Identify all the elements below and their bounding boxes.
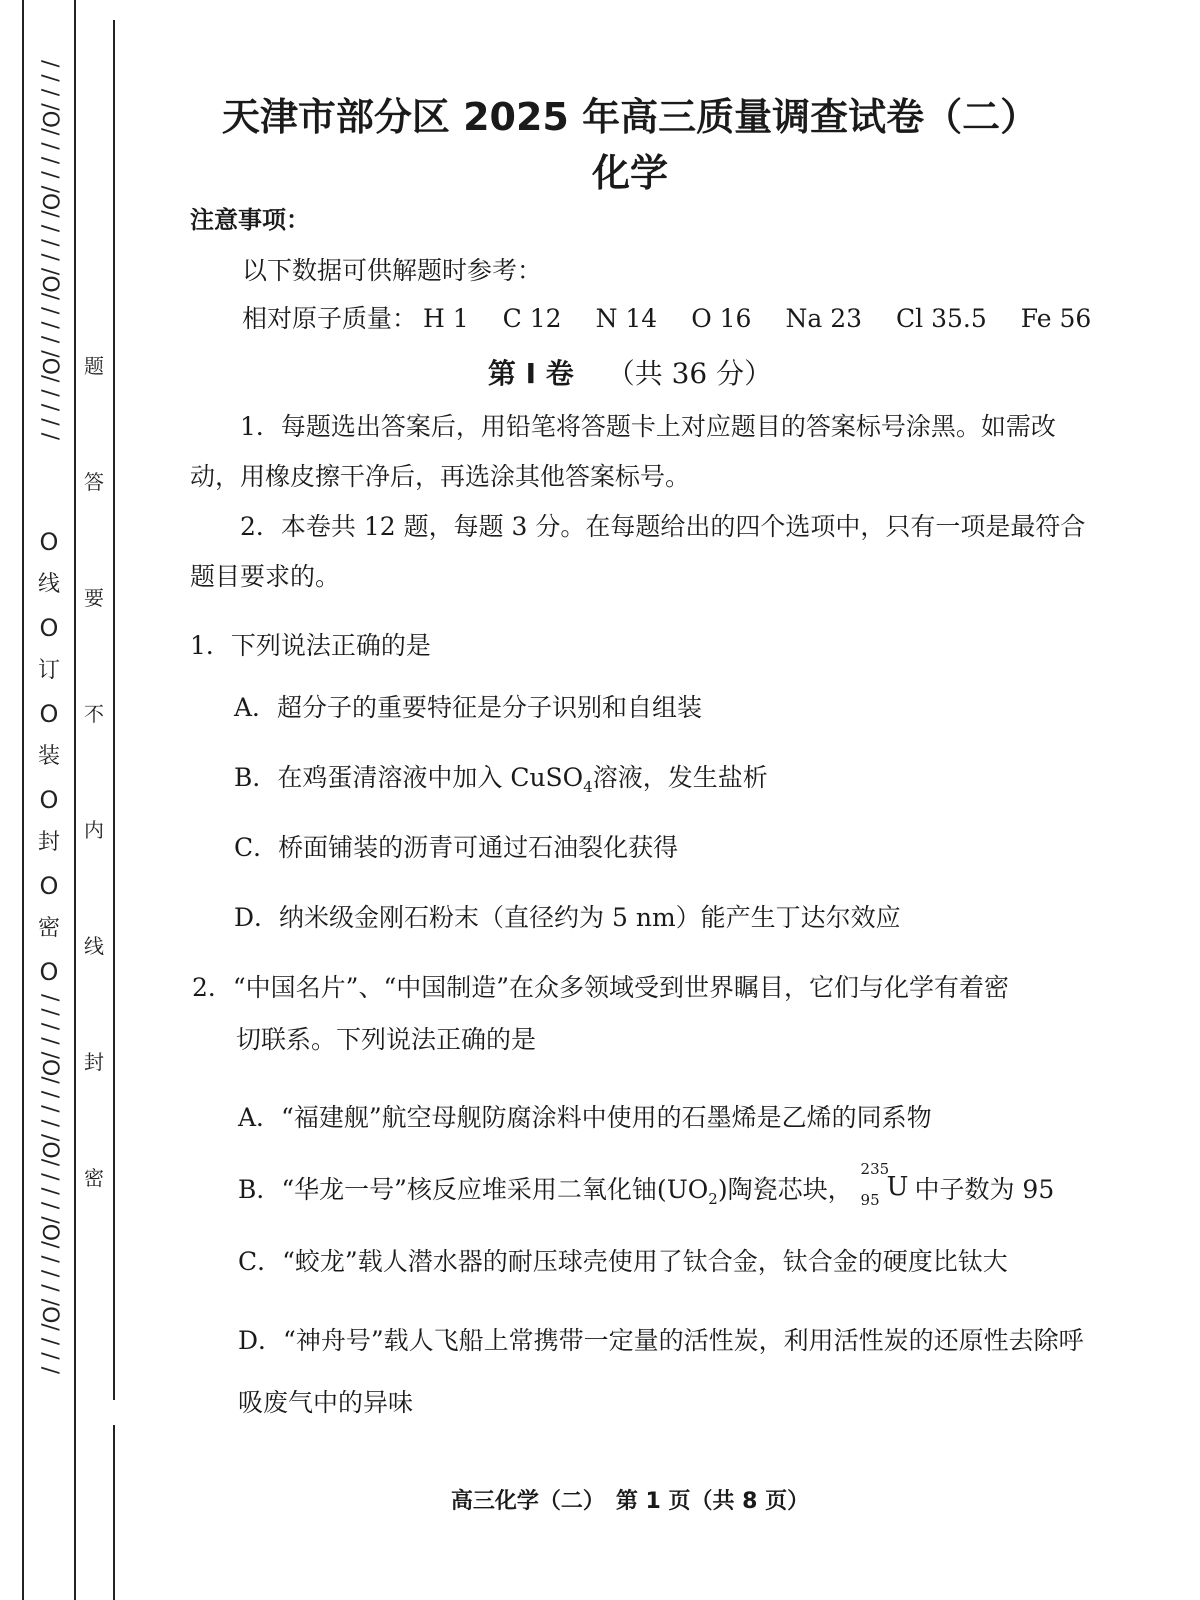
- seal-char: 订: [37, 658, 60, 683]
- seal-char: 线: [37, 572, 60, 597]
- seal-char: 封: [37, 830, 60, 855]
- uranium-isotope: 235 95 U: [860, 1160, 909, 1209]
- q2-option-c: C．“蛟龙”载人潜水器的耐压球壳使用了钛合金，钛合金的硬度比钛大: [238, 1247, 1008, 1276]
- mass-item: N 14: [595, 304, 658, 333]
- binding-line-middle: [74, 0, 76, 1600]
- warning-char: 线: [84, 934, 104, 958]
- warning-char: 答: [84, 470, 104, 494]
- seal-char: 密: [37, 916, 60, 941]
- masses-label: 相对原子质量：: [242, 304, 418, 333]
- question-2-stem: 2．“中国名片”、“中国制造”在众多领域受到世界瞩目，它们与化学有着密: [192, 973, 1010, 1002]
- reference-line: 以下数据可供解题时参考：: [242, 256, 543, 285]
- binding-line-outer: [22, 0, 24, 1600]
- exam-subject: 化学: [591, 151, 668, 195]
- q1-option-d: D．纳米级金刚石粉末（直径约为 5 nm）能产生丁达尔效应: [234, 903, 901, 932]
- warning-char: 题: [84, 354, 104, 378]
- warning-char: 密: [84, 1166, 104, 1190]
- warning-char: 不: [84, 702, 104, 726]
- atomic-masses: [242, 303, 1162, 336]
- mass-item: Fe 56: [1020, 304, 1092, 333]
- binding-line-inner-lower: [113, 1425, 115, 1600]
- page-footer: 高三化学（二） 第 1 页（共 8 页）: [450, 1489, 810, 1514]
- q1-option-a: A．超分子的重要特征是分子识别和自组装: [234, 693, 703, 722]
- instruction-1: 1．每题选出答案后，用铅笔将答题卡上对应题目的答案标号涂黑。如需改动，用橡皮擦干净后，再选涂其他答案标号。: [190, 412, 1056, 491]
- question-2-stem-cont: 切联系。下列说法正确的是: [236, 1025, 537, 1054]
- exam-title: 天津市部分区 2025 年高三质量调查试卷（二）: [221, 95, 1039, 139]
- section-title: [130, 352, 1130, 392]
- mass-item: H 1: [423, 304, 469, 333]
- seal-column: / / / /O/ / / / /O/ / / / /O/ / / / /O/ / / / / O 线 O 订 O 装 O 封 O 密 O / / / / /O/ / / / /O/ / / / /O/ / / / /O/ / / /: [37, 60, 62, 1375]
- mass-item: Cl 35.5: [896, 304, 987, 333]
- question-1-stem: 1．下列说法正确的是: [190, 631, 431, 660]
- q1-option-c: C．桥面铺装的沥青可通过石油裂化获得: [234, 833, 679, 862]
- section-name: 第 Ⅰ 卷: [487, 357, 574, 390]
- q1-option-b: B．在鸡蛋清溶液中加入 CuSO$_4$溶液，发生盐析: [234, 763, 768, 796]
- q2-option-b: B．“华龙一号”核反应堆采用二氧化铀$(UO_2)$陶瓷芯块， 235 95 U 中子数为 95: [238, 1160, 1055, 1209]
- binding-line-inner: [113, 20, 115, 1400]
- warning-char: 内: [84, 818, 104, 842]
- mass-item: O 16: [691, 304, 752, 333]
- q2-option-d: D．“神舟号”载人飞船上常携带一定量的活性炭，利用活性炭的还原性去除呼吸废气中的异味: [238, 1326, 1084, 1417]
- warning-char: 要: [84, 586, 104, 610]
- seal-char: 装: [37, 744, 60, 769]
- q2-option-a: A．“福建舰”航空母舰防腐涂料中使用的石墨烯是乙烯的同系物: [238, 1103, 932, 1132]
- section-score: （共 36 分）: [606, 357, 773, 390]
- warning-column: [78, 350, 110, 1278]
- mass-item: C 12: [502, 304, 562, 333]
- instruction-2: 2．本卷共 12 题，每题 3 分。在每题给出的四个选项中，只有一项是最符合题目要求的。: [190, 512, 1086, 591]
- warning-char: 封: [84, 1050, 104, 1074]
- mass-item: Na 23: [785, 304, 863, 333]
- notice-heading: 注意事项：: [190, 206, 310, 234]
